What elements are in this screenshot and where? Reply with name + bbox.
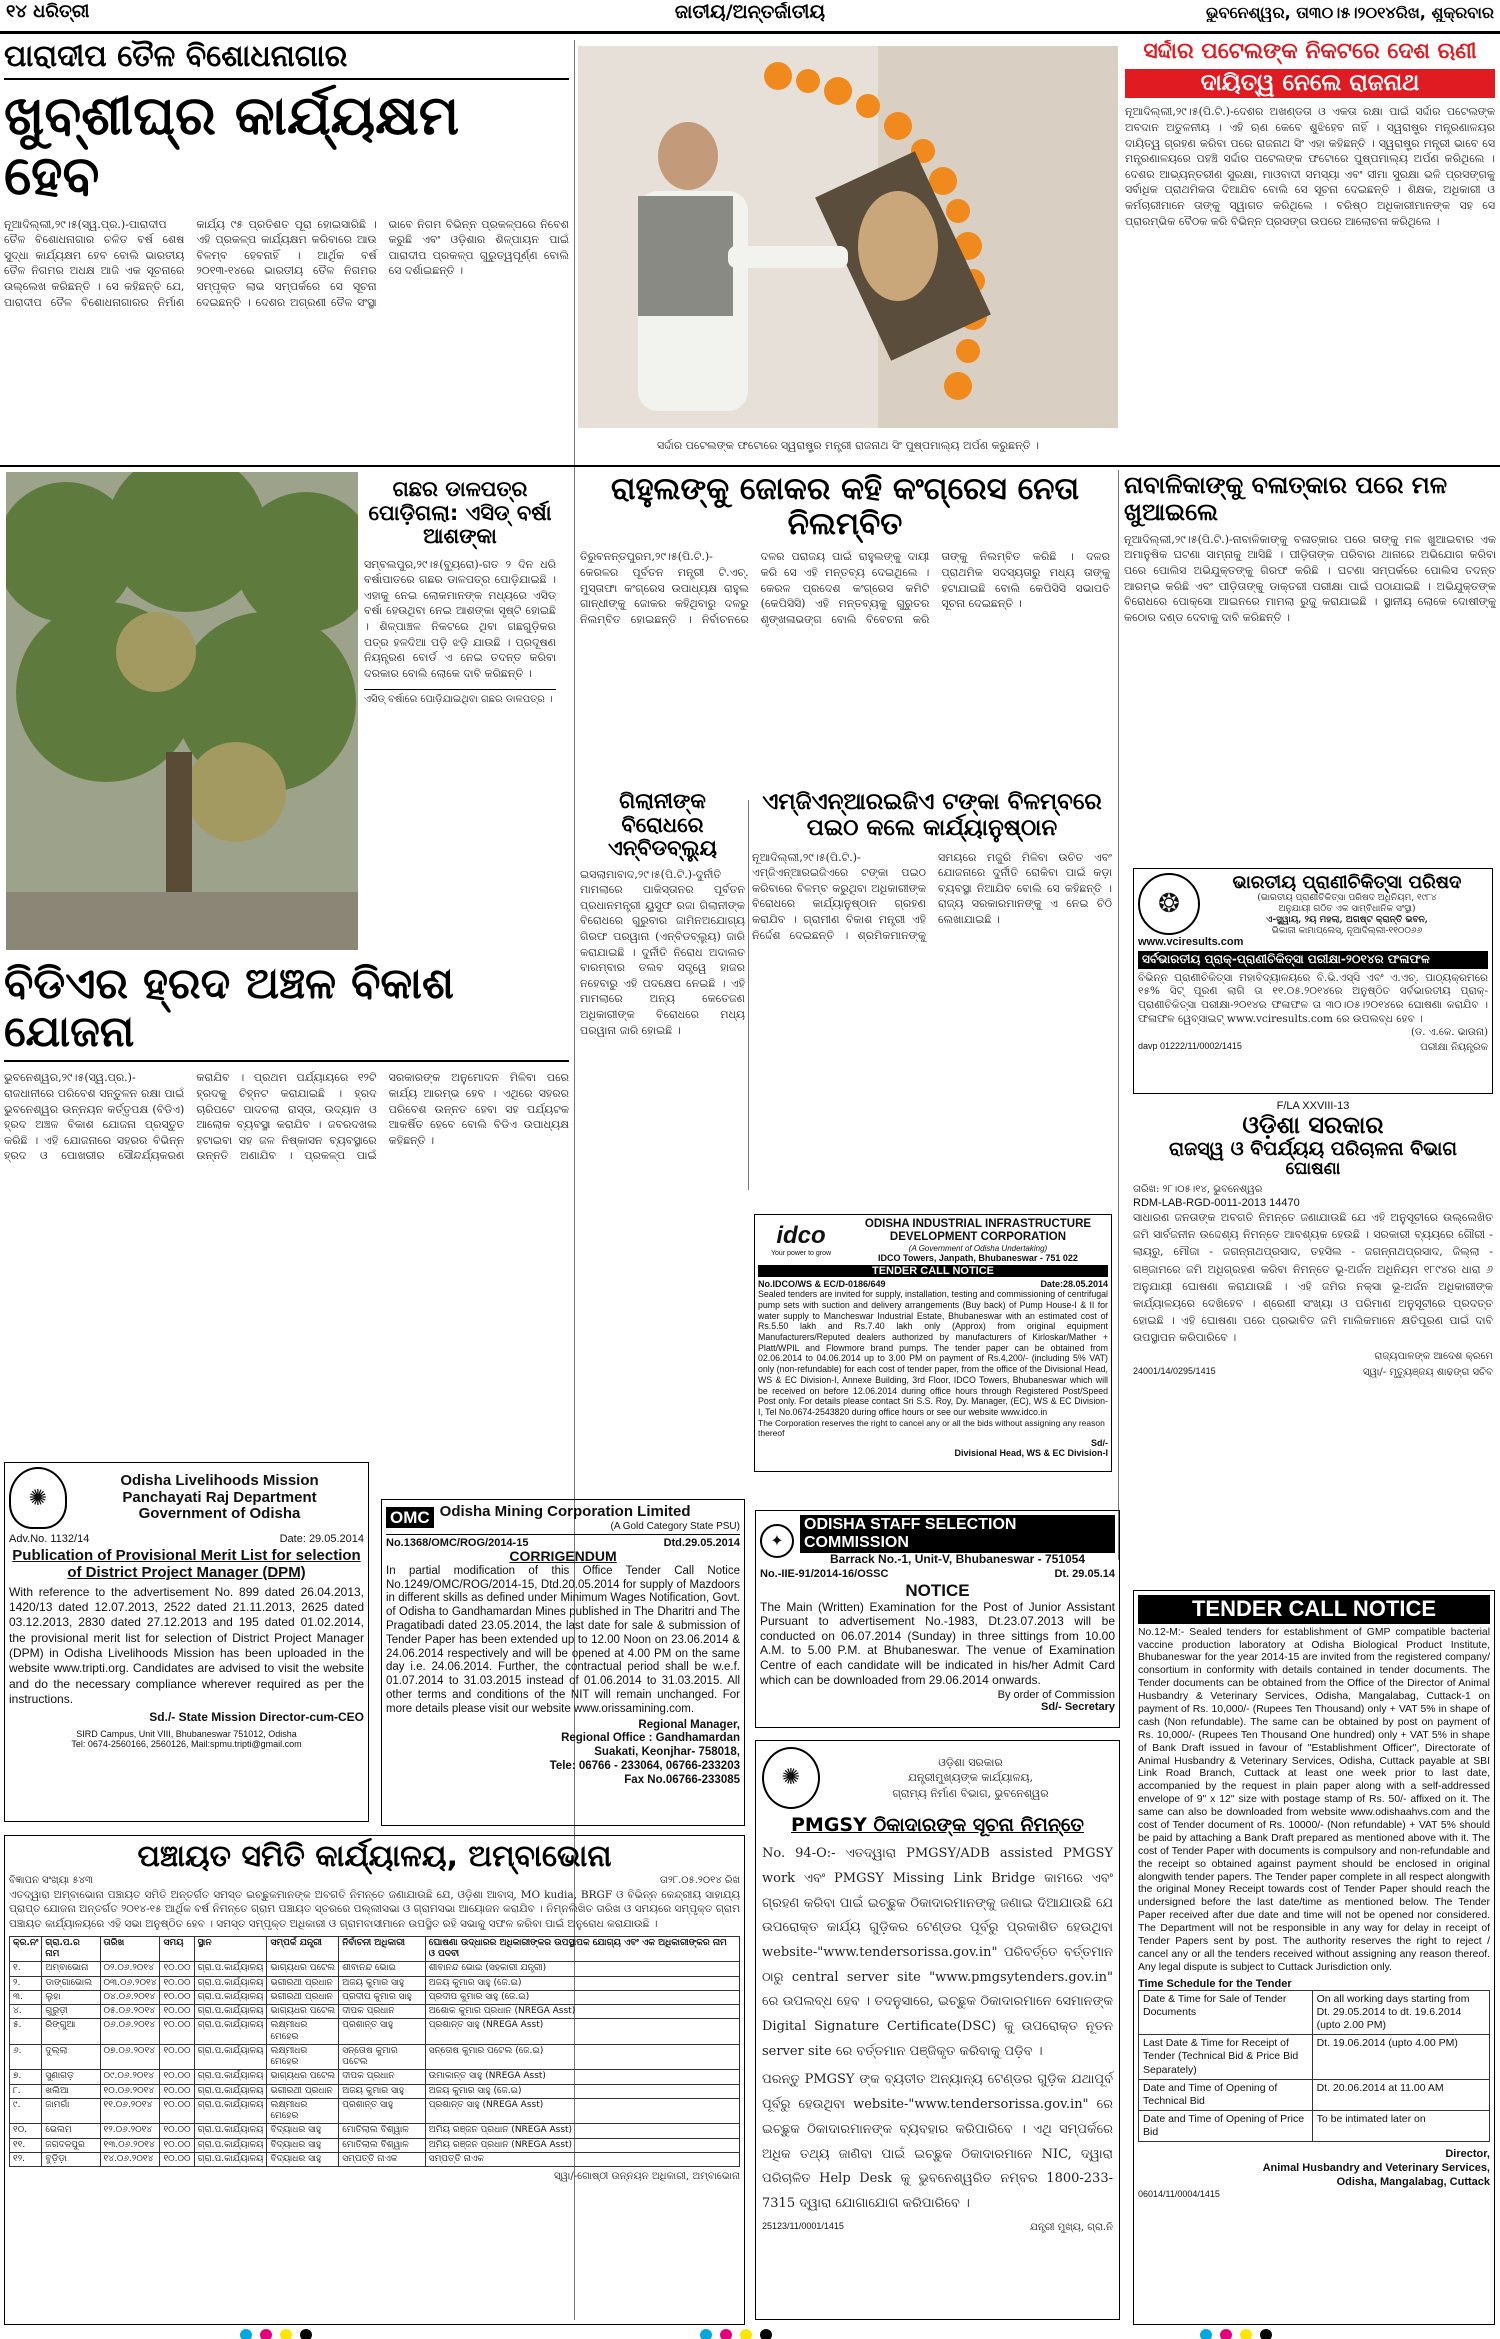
ad-title: ପଞ୍ଚାୟତ ସମିତି କାର୍ଯ୍ୟାଳୟ, ଅମ୍ବାଭୋନା bbox=[137, 1839, 612, 1874]
photo-caption: ସର୍ଦ୍ଦାର ପଟେଲଙ୍କ ଫଟୋରେ ସ୍ୱରାଷ୍ଟ୍ର ମନ୍ତ୍ରୀ ରାଜନାଥ ସିଂ ପୁଷ୍ପମାଲ୍ୟ ଅର୍ପଣ କରୁଛନ୍ତି । bbox=[657, 439, 1039, 452]
story-body: ଭୁବନେଶ୍ୱର,୨୯।୫(ସ୍ୱ.ପ୍ର.)-ରାଜଧାନୀରେ ପରିବେଶ ସନ୍ତୁଳନ ରକ୍ଷା ପାଇଁ ଭୁବନେଶ୍ୱର ଉନ୍ନୟନ କର୍ତ୍ତୃପକ୍ଷ (ବିଡିଏ) ହ୍ରଦ ଅଞ୍ଚଳ ବିକାଶ ଯୋଜନା ପ୍ରସ୍ତୁତ କରିଛି । ଏହି ଯୋଜନାରେ ସହରର ବିଭିନ୍ନ ହ୍ରଦ ଓ ପୋଖରୀର ସୌନ୍ଦର୍ଯ୍ୟକରଣ କରାଯିବ । ପ୍ରଥମ ପର୍ଯ୍ୟାୟରେ ୧୨ଟି ହ୍ରଦକୁ ଚିହ୍ନଟ କରାଯାଇଛି । ହ୍ରଦ ଚାରିପଟେ ପାଦଚଲା ରାସ୍ତା, ଉଦ୍ୟାନ ଓ ଆଲୋକ ବ୍ୟବସ୍ଥା କରାଯିବ । ଜବରଦଖଲ ହଟାଇବା ସହ ଜଳ ନିଷ୍କାସନ ବ୍ୟବସ୍ଥାରେ ଉନ୍ନତି ଅଣାଯିବ । ପ୍ରକଳ୍ପ ପାଇଁ ସରକାରଙ୍କ ଅନୁମୋଦନ ମିଳିବା ପରେ କାର୍ଯ୍ୟ ଆରମ୍ଭ ହେବ । ଏଥିରେ ସହରର ପରିବେଶ ଉନ୍ନତ ହେବା ସହ ପର୍ଯ୍ୟଟକ ଆକର୍ଷିତ ହେବେ ବୋଲି ବିଡିଏ ଉପାଧ୍ୟକ୍ଷ କହିଛନ୍ତି । bbox=[4, 1071, 569, 1163]
table-row bbox=[10, 2152, 740, 2166]
table-cell: ବିଦ୍ୟାଧର ସାହୁ bbox=[267, 2138, 339, 2152]
ad-sign: (ଡ. ଏ.କେ. ଭାଉନା) bbox=[1410, 1027, 1488, 1039]
table-cell: ୧୪.୦୬.୨୦୧୪ bbox=[100, 2152, 160, 2166]
story-body: ଇସଲାମାବାଦ,୨୯।୫(ପି.ଟି.)-ଦୁର୍ନୀତି ମାମଲାରେ ପାକିସ୍ତାନର ପୂର୍ବତନ ପ୍ରଧାନମନ୍ତ୍ରୀ ୟୁସୁଫ ରଜା ଗିଲାନୀଙ୍କ ବିରୋଧରେ ଗୁରୁବାର ଜାମିନଅଯୋଗ୍ୟ ଗିରଫ ପରୱାନା (ଏନ୍‌ବିଡବ୍ଲ୍ୟୁ) ଜାରି କରାଯାଇଛି । ଦୁର୍ନୀତି ନିରୋଧ ଅଦାଲତ ବାରମ୍ବାର ତଲବ ସତ୍ତ୍ୱେ ହାଜର ନହେବାରୁ ଏହି ପଦକ୍ଷେପ ନେଇଛି । ଏହି ମାମଲାରେ ଅନ୍ୟ କେତେଜଣ ଅଧିକାରୀଙ୍କ ବିରୋଧରେ ମଧ୍ୟ ପରୱାନା ଜାରି ହୋଇଛି । bbox=[580, 867, 745, 1037]
ad-ref: No.-IIE-91/2014-16/OSSC bbox=[760, 1568, 889, 1581]
ad-bar: ସର୍ବଭାରତୀୟ ପ୍ରାକ୍-ପ୍ରାଣୀଚିକିତ୍ସା ପରୀକ୍ଷା-୨୦୧୪ର ଫଳାଫଳ bbox=[1138, 951, 1488, 968]
photo-rajnath bbox=[578, 46, 1118, 428]
ad-sign2: ସ୍ୱା/- ମୃତ୍ୟୁଞ୍ଜୟ ଶାଢଙ୍ଗ ସଚିବ bbox=[1363, 1366, 1493, 1378]
cyan-dot bbox=[700, 2329, 712, 2339]
story-body: ସମ୍ବଲପୁର,୨୯।୫(ବ୍ୟୁରୋ)-ଗତ ୨ ଦିନ ଧରି ବର୍ଷାପାତରେ ଗଛର ଡାଳପତ୍ର ପୋଡ଼ିଯାଇଛି । ଏହାକୁ ନେଇ ଲୋକମାନଙ୍କ ମଧ୍ୟରେ ଏସିଡ୍ ବର୍ଷା ହେଉଥିବା ନେଇ ଆଶଙ୍କା ସୃଷ୍ଟି ହୋଇଛି । ଶିଳ୍ପାଞ୍ଚଳ ନିକଟରେ ଥିବା ଗଛଗୁଡ଼ିକର ପତ୍ର ହଳଦିଆ ପଡ଼ି ଝଡ଼ି ଯାଉଛି । ପ୍ରଦୂଷଣ ନିୟନ୍ତ୍ରଣ ବୋର୍ଡ ଏ ନେଇ ତଦନ୍ତ କରିବା ଦରକାର ବୋଲି ଲୋକେ ଦାବି କରିଛନ୍ତି । bbox=[364, 557, 556, 680]
ad-line2: Panchayati Raj Department bbox=[122, 1488, 317, 1506]
cyan-dot bbox=[1200, 2329, 1212, 2339]
table-cell: ୦୪.୦୬.୨୦୧୪ bbox=[100, 1990, 160, 2004]
table-cell: ଲକ୍ଷ୍ମୀଧର ମେହେର bbox=[267, 2019, 339, 2045]
ad-title: CORRIGENDUM bbox=[509, 1548, 617, 1565]
ad-title2: ରାଜସ୍ୱ ଓ ବିପର୍ଯ୍ୟୟ ପରିଚାଳନା ବିଭାଗ bbox=[1169, 1137, 1457, 1160]
table-cell: ଶୀବାନନ୍ଦ ଭୋଇ (ସହକାରୀ ଯନ୍ତ୍ରୀ) bbox=[425, 1962, 739, 1976]
table-cell: ଉମାକାନ୍ତ ସାହୁ (NREGA Asst) bbox=[425, 2070, 739, 2084]
table-cell: ଅଶୋକ କୁମାର ପ୍ରଧାନ (NREGA Asst) bbox=[425, 2005, 739, 2019]
table-cell: ପ୍ରଦୀପ କୁମାର ସାହୁ bbox=[339, 1990, 425, 2004]
table-cell: ପ୍ରଦୀପ କୁମାର ସାହୁ (ଜେ.ଇ) bbox=[425, 1990, 739, 2004]
story-headline: ଏମ୍‌ଜିଏନ୍‌ଆରଇଜିଏ ଟଙ୍କା ବିଳମ୍ବରେ ପଇଠ କଲେ କାର୍ଯ୍ୟାନୁଷ୍ଠାନ bbox=[762, 790, 1102, 841]
table-cell: ଗୁରୁଡ଼ୀ bbox=[42, 2005, 100, 2019]
ad-sign3: Odisha, Mangalabag, Cuttack bbox=[1336, 2175, 1490, 2188]
ad-ref: No.1368/OMC/ROG/2014-15 bbox=[386, 1536, 529, 1549]
ad-body: With reference to the advertisement No. 899 dated 26.04.2013, 1420/13 dated 12.07.2013, 2522 dated 21.11.2013, 2625 dated 03.12.2013, 2830 dated 27.12.2013 and 195 dated 01.02.2014, the provisional merit list for selection of District Project Manager (DPM) in Odisha Livelihoods Mission has been uploaded in the website www.tripti.org. Candidates are advised to visit the website and do the necessary compliance wherever required as per the instructions. bbox=[9, 1584, 364, 1707]
registration-strip bbox=[0, 2326, 1500, 2339]
table-cell: ଭାଗ୍ୟଧର ପଟେଲ bbox=[267, 2005, 339, 2019]
story-rajnath bbox=[1125, 40, 1495, 460]
story-headline: ଗଛର ଡାଳପତ୍ର ପୋଡ଼ିଗଲା: ଏସିଡ୍ ବର୍ଷା ଆଶଙ୍କା bbox=[368, 478, 552, 549]
table-cell: ୧୦.୦୦ bbox=[160, 2005, 194, 2019]
table-cell: ଲକ୍ଷ୍ମୀଧର ମେହେର bbox=[267, 2098, 339, 2124]
table-cell: ବିଦ୍ୟାଧର ସାହୁ bbox=[267, 2124, 339, 2138]
table-cell: ଅଜୟ କୁମାର ସାହୁ (ଜେ.ଇ) bbox=[425, 2084, 739, 2098]
divider bbox=[1118, 470, 1119, 1560]
photo-tree bbox=[6, 472, 358, 950]
table-cell: ଗ୍ରା.ପ.କାର୍ଯ୍ୟାଳୟ bbox=[194, 2124, 267, 2138]
table-cell: ୧୦.୦୦ bbox=[160, 2070, 194, 2084]
story-paradip bbox=[4, 40, 569, 460]
table-cell: ୭. bbox=[10, 2070, 42, 2084]
emblem-icon: ✦ bbox=[760, 1524, 794, 1558]
ad-revenue bbox=[1133, 1100, 1493, 1560]
table-header: ନିର୍ବାଚନୀ ଅଧିକାରୀ bbox=[339, 1936, 425, 1962]
masthead bbox=[0, 0, 1500, 30]
table-cell: Date & Time for Sale of Tender Documents bbox=[1139, 1990, 1313, 2034]
ad-body: The Main (Written) Examination for the Post of Junior Assistant Pursuant to advertisement No.-1983, Dt.23.07.2013 will be conducted on 06.07.2014 (Sunday) in three sittings from 10.00 A.M. to 5.00 P.M. at Bhubaneswar. The venue of Examination Centre of each candidate will be indicated in his/her Admit Card which can be downloaded from 29.06.2014 onwards. bbox=[760, 1599, 1115, 1687]
ad-name: Odisha Mining Corporation Limited bbox=[439, 1503, 691, 1520]
story-gilani bbox=[580, 790, 745, 1170]
table-header: କ୍ର.ନଂ bbox=[10, 1936, 42, 1962]
ad-sign2: Regional Office : Gandhamardan bbox=[561, 1732, 740, 1745]
ad-ref: 25123/11/0001/1415 bbox=[762, 2220, 844, 2231]
ad-olm bbox=[4, 1462, 369, 1822]
story-headline: ସର୍ଦ୍ଦାର ପଟେଲଙ୍କ ନିକଟରେ ଦେଶ ଋଣୀ bbox=[1143, 40, 1477, 64]
ad-panchayat bbox=[4, 1835, 745, 2325]
table-cell: ୦୬.୦୬.୨୦୧୪ bbox=[100, 2019, 160, 2045]
schedule-title: Time Schedule for the Tender bbox=[1138, 1977, 1292, 1990]
table-cell: ଭଗୀରଥୀ ପ୍ରଧାନ bbox=[267, 1990, 339, 2004]
table-cell: ପ୍ରଶାନ୍ତ ସାହୁ (NREGA Asst) bbox=[425, 2019, 739, 2045]
table-header: ସ୍ଥାନ bbox=[194, 1936, 267, 1962]
ad-tcn: TENDER CALL NOTICE bbox=[758, 1265, 1108, 1277]
table-cell: ୧୨. bbox=[10, 2152, 42, 2166]
yellow-dot bbox=[740, 2329, 752, 2339]
section-title: ଜାତୀୟ/ଅନ୍ତର୍ଜାତୀୟ bbox=[674, 2, 826, 23]
ad-date: Dt. 29.05.14 bbox=[1054, 1568, 1115, 1581]
ad-omc bbox=[381, 1499, 745, 1826]
emblem-icon: ✺ bbox=[9, 1467, 67, 1529]
table-cell: ୧୧. bbox=[10, 2138, 42, 2152]
table-cell: ୨. bbox=[10, 1976, 42, 1990]
ad-sign3: Suakati, Keonjhar- 758018, bbox=[594, 1746, 740, 1759]
table-cell: ଗ୍ରା.ପ.କାର୍ଯ୍ୟାଳୟ bbox=[194, 2070, 267, 2084]
ad-date: ତାରିଖ: ୨୮।୦୫।୧୪, ଭୁବନେଶ୍ୱର bbox=[1133, 1184, 1263, 1196]
ad-ref2: 24001/14/0295/1415 bbox=[1133, 1365, 1216, 1376]
table-cell: ଗ୍ରା.ପ.କାର୍ଯ୍ୟାଳୟ bbox=[194, 2019, 267, 2045]
table-cell: ୧୦.୦୦ bbox=[160, 2138, 194, 2152]
table-cell: ୫. bbox=[10, 2019, 42, 2045]
ad-addr: IDCO Towers, Janpath, Bhubaneswar - 751 022 bbox=[878, 1252, 1078, 1263]
ad-line1: Odisha Livelihoods Mission bbox=[120, 1471, 319, 1489]
story-kicker: ପାରାଦୀପ ତୈଳ ବିଶୋଧନାଗାର bbox=[4, 40, 569, 80]
table-cell: ଭେଲମ bbox=[42, 2124, 100, 2138]
ad-para2: ପରନ୍ତୁ PMGSY ଙ୍କ ବ୍ୟତୀତ ଅନ୍ୟାନ୍ୟ ଟେଣ୍ଡର ଗୁଡ଼ିକ ଯଥାପୂର୍ବ ପୂର୍ବରୁ ହେଉଥିବା website-"www.tendersorissa.gov.in" ରେ ଇଚ୍ଛୁକ ଠିକାଦାରମାନଙ୍କ ବ୍ୟବହାର କରିପାରିବେ । ଏଥି ସମ୍ପର୍କରେ ଅଧିକ ତଥ୍ୟ ଜାଣିବା ପାଇଁ ଇଚ୍ଛୁକ ଠିକାଦାରମାନେ NIC, ଦ୍ୱାରା ପରିଚାଳିତ Help Desk କୁ ଭୁବନେଶ୍ୱରିତ ନମ୍ବର 1800-233-7315 ଦ୍ୱାରା ଯୋଗାଯୋଗ କରିପାରିବେ । bbox=[762, 2072, 1113, 2211]
table-cell: ୦୯.୦୬.୨୦୧୪ bbox=[100, 2070, 160, 2084]
photo-caption: ଏସିଡ୍ ବର୍ଷାରେ ପୋଡ଼ିଯାଇଥିବା ଗଛର ଡାଳପତ୍ର । bbox=[364, 689, 556, 707]
table-row bbox=[10, 2019, 740, 2045]
table-cell: ଗ୍ରା.ପ.କାର୍ଯ୍ୟାଳୟ bbox=[194, 2044, 267, 2070]
table-row bbox=[10, 1990, 740, 2004]
ad-para1: No. 94-O:- ଏତଦ୍ୱାରା PMGSY/ADB assisted PMGSY work ଏବଂ PMGSY Missing Link Bridge କାମରେ ଏବଂ ଗ୍ରହଣ କରିବା ପାଇଁ ଇଚ୍ଛୁକ ଠିକାଦାରମାନଙ୍କୁ ଜଣାଇ ଦିଆଯାଉଛି ଯେ ଉପରୋକ୍ତ କାର୍ଯ୍ୟ ଗୁଡ଼ିକର ଟେଣ୍ଡର ପୂର୍ବରୁ ପ୍ରକାଶିତ ହେଉଥିବା website-"www.tendersorissa.gov.in" ପରିବର୍ତ୍ତେ ବର୍ତ୍ତମାନ ଠାରୁ central server site "www.pmgsytenders.gov.in" ରେ ଉପଲବ୍ଧ ହେବ । ତଦନୁସାରେ, ଇଚ୍ଛୁକ ଠିକାଦାରମାନେ ସେମାନଙ୍କ Digital Signature Certificate(DSC) କୁ ଉପରୋକ୍ତ ନୂତନ server site ରେ ବର୍ତ୍ତମାନ ପଞ୍ଜିକୃତ କରିବାକୁ ପଡ଼ିବ । bbox=[762, 1846, 1113, 2059]
table-cell: ୩. bbox=[10, 1990, 42, 2004]
ad-date: Date:28.05.2014 bbox=[1040, 1279, 1108, 1290]
omc-logo: OMC bbox=[386, 1507, 434, 1528]
magenta-dot bbox=[1220, 2329, 1232, 2339]
cyan-dot bbox=[240, 2329, 252, 2339]
ad-title: TENDER CALL NOTICE bbox=[1138, 1595, 1490, 1624]
table-cell: ୧୧.୦୬.୨୦୧୪ bbox=[100, 2098, 160, 2124]
table-cell: ଦୀପକ ପ୍ରଧାନ bbox=[339, 2070, 425, 2084]
ad-title3: ଘୋଷଣା bbox=[1285, 1159, 1341, 1180]
ad-desig: ପରୀକ୍ଷା ନିୟନ୍ତ୍ରକ bbox=[1420, 1041, 1488, 1053]
schedule-table bbox=[1138, 1990, 1490, 2142]
story-mgnrega bbox=[752, 790, 1112, 1210]
table-header: ଗ୍ରା.ପ.ର ନାମ bbox=[42, 1936, 100, 1962]
ad-title: ଭାରତୀୟ ପ୍ରାଣୀଚିକିତ୍ସା ପରିଷଦ bbox=[1232, 872, 1462, 893]
story-tree bbox=[364, 478, 556, 950]
table-row bbox=[10, 2098, 740, 2124]
table-cell: ୧୦.୦୦ bbox=[160, 2019, 194, 2045]
story-rahul bbox=[580, 472, 1110, 782]
table-cell: ଦୁଲ୍ଲା bbox=[42, 2044, 100, 2070]
schedule-table bbox=[9, 1936, 740, 2167]
table-cell: ଅଜୟ କୁମାର ସାହୁ bbox=[339, 1976, 425, 1990]
story-bda bbox=[4, 960, 569, 1460]
table-cell: ୧୦.୦୦ bbox=[160, 2124, 194, 2138]
table-cell: ଖଲିଆ bbox=[42, 2084, 100, 2098]
table-row bbox=[10, 2070, 740, 2084]
ad-number: Adv.No. 1132/14 bbox=[9, 1533, 90, 1545]
table-header: ତାରିଖ bbox=[100, 1936, 160, 1962]
table-row bbox=[10, 2005, 740, 2019]
table-cell: ଗ୍ରା.ପ.କାର୍ଯ୍ୟାଳୟ bbox=[194, 2098, 267, 2124]
table-row bbox=[1139, 2110, 1490, 2141]
black-dot bbox=[1260, 2329, 1272, 2339]
table-cell: ଗ୍ରା.ପ.କାର୍ଯ୍ୟାଳୟ bbox=[194, 2005, 267, 2019]
table-cell: ଗ୍ରା.ପ.କାର୍ଯ୍ୟାଳୟ bbox=[194, 2084, 267, 2098]
ad-sign: Sd./- State Mission Director-cum-CEO bbox=[149, 1710, 364, 1725]
ad-h2: ଯନ୍ତ୍ରୀମୁଖ୍ୟଙ୍କ କାର୍ଯ୍ୟାଳୟ, bbox=[907, 1771, 1034, 1785]
ad-vet-council bbox=[1133, 868, 1493, 1094]
story-body: ନୂଆଦିଲ୍ଲୀ,୨୯।୫(ପି.ଟି.)-ଏମ୍‌ଜିଏନ୍‌ଆରଇଜିଏରେ ଟଙ୍କା ପଇଠ କରିବାରେ ବିଳମ୍ବ କରୁଥିବା ଅଧିକାରୀଙ୍କ ବିରୋଧରେ କାର୍ଯ୍ୟାନୁଷ୍ଠାନ ଗ୍ରହଣ କରାଯିବ । ଗ୍ରାମୀଣ ବିକାଶ ମନ୍ତ୍ରୀ ଏହି ନିର୍ଦ୍ଦେଶ ଦେଇଛନ୍ତି । ଶ୍ରମିକମାନଙ୍କୁ ସମୟରେ ମଜୁରି ମିଳିବା ଉଚିତ ଏବଂ ଯୋଜନାରେ ଦୁର୍ନୀତି ରୋକିବା ପାଇଁ କଡ଼ା ବ୍ୟବସ୍ଥା ନିଆଯିବ ବୋଲି ସେ କହିଛନ୍ତି । ରାଜ୍ୟ ସରକାରମାନଙ୍କୁ ଏ ନେଇ ଚିଠି ଲେଖାଯାଇଛି । bbox=[752, 850, 1112, 942]
ad-sub: (A Gold Category State PSU) bbox=[610, 1520, 740, 1532]
story-body: ତିରୁବନନ୍ତପୁରମ,୨୯।୫(ପି.ଟି.)-କେରଳର ପୂର୍ବତନ ମନ୍ତ୍ରୀ ଟି.ଏଚ୍. ମୁସ୍ତାଫା କଂଗ୍ରେସ ଉପାଧ୍ୟକ୍ଷ ରାହୁଲ ଗାନ୍ଧୀଙ୍କୁ ଜୋକର କହିଥିବାରୁ ଦଳରୁ ନିଲମ୍ବିତ ହୋଇଛନ୍ତି । ନିର୍ବାଚନରେ ଦଳର ପରାଜୟ ପାଇଁ ରାହୁଲଙ୍କୁ ଦାୟୀ କରି ସେ ଏହି ମନ୍ତବ୍ୟ ଦେଇଥିଲେ । କେରଳ ପ୍ରଦେଶ କଂଗ୍ରେସ କମିଟି (କେପିସିସି) ଏହି ମନ୍ତବ୍ୟକୁ ଗୁରୁତର ଶୃଙ୍ଖଳାଭଙ୍ଗ ବୋଲି ବିବେଚନା କରି ତାଙ୍କୁ ନିଲମ୍ବିତ କରିଛି । ଦଳର ପ୍ରାଥମିକ ସଦସ୍ୟତାରୁ ମଧ୍ୟ ତାଙ୍କୁ ହଟାଯାଇଛି ବୋଲି କେପିସିସି ସଭାପତି ସୂଚନା ଦେଇଛନ୍ତି । bbox=[580, 550, 1110, 626]
table-cell: ଶୀବାନନ୍ଦ ଭୋଇ bbox=[339, 1962, 425, 1976]
table-row bbox=[1139, 2079, 1490, 2110]
ad-sign5: Fax No.06766-233085 bbox=[624, 1773, 740, 1786]
table-cell: ୧୦.୦୬.୨୦୧୪ bbox=[100, 2084, 160, 2098]
table-row bbox=[1139, 1990, 1490, 2034]
ad-body: ବିଭିନ୍ନ ପ୍ରାଣୀଚିକିତ୍ସା ମହାବିଦ୍ୟାଳୟରେ ବି.ଭି.ଏସ୍‌ସି ଏବଂ ଏ.ଏଚ୍. ପାଠ୍ୟକ୍ରମରେ ୧୫% ସିଟ୍ ପୂରଣ ଲାଗି ତା ୧୧.୦୫.୨୦୧୪ରେ ଅନୁଷ୍ଠିତ ସର୍ବଭାରତୀୟ ପ୍ରାକ୍-ପ୍ରାଣୀଚିକିତ୍ସା ପରୀକ୍ଷା-୨୦୧୪ର ଫଳାଫଳ ତା ୩୦।୦୫।୨୦୧୪ରେ ଘୋଷଣା କରାଯିବ । ଫଳାଫଳ ୱେବ୍‌ସାଇଟ୍ www.vciresults.com ରେ ଉପଲବ୍ଧ ହେବ । bbox=[1138, 971, 1488, 1025]
table-cell: ୧୦.୦୦ bbox=[160, 1962, 194, 1976]
table-cell: ଅମିୟ ରଞ୍ଜନ ପ୍ରଧାନ (NREGA Asst) bbox=[425, 2138, 739, 2152]
ad-sign: Divisional Head, WS & EC Division-I bbox=[954, 1448, 1108, 1459]
ad-addr: Barrack No.-1, Unit-V, Bhubaneswar - 751054 bbox=[830, 1551, 1085, 1566]
ad-title: PMGSY ଠିକାଦାରଙ୍କ ସୂଚନା ନିମନ୍ତେ bbox=[791, 1814, 1084, 1836]
ad-title: Publication of Provisional Merit List for selection of District Project Manager (DPM) bbox=[12, 1547, 361, 1581]
emblem-icon: ✺ bbox=[762, 1747, 820, 1809]
table-header: ସମ୍ପର୍କ ଯନ୍ତ୍ରୀ bbox=[267, 1936, 339, 1962]
table-cell: ୦୭.୦୬.୨୦୧୪ bbox=[100, 2044, 160, 2070]
table-cell: ଗ୍ରା.ପ.କାର୍ଯ୍ୟାଳୟ bbox=[194, 2138, 267, 2152]
table-cell: ଗ୍ରା.ପ.କାର୍ଯ୍ୟାଳୟ bbox=[194, 1962, 267, 1976]
ad-ossc bbox=[755, 1510, 1120, 1728]
masthead-rule bbox=[0, 31, 1500, 34]
ad-ref: 06014/11/0004/1415 bbox=[1138, 2189, 1220, 2200]
story-body: ନୂଆଦିଲ୍ଲୀ,୨୯।୫(ପି.ଟି.)-ନାବାଳିକାଙ୍କୁ ବଳାତ୍କାର ପରେ ତାଙ୍କୁ ମଳ ଖୁଆଇବାର ଏକ ଅମାନୁଷିକ ଘଟଣା ସାମ୍ନାକୁ ଆସିଛି । ପୀଡ଼ିତାଙ୍କ ପରିବାର ଥାନାରେ ଅଭିଯୋଗ କରିବା ପରେ ପୋଲିସ ଅଭିଯୁକ୍ତଙ୍କୁ ଗିରଫ କରିଛି । ଘଟଣା ସମ୍ପର୍କରେ ପୋଲିସ ତଦନ୍ତ ଆରମ୍ଭ କରିଛି ଏବଂ ପୀଡ଼ିତାଙ୍କୁ ଡାକ୍ତରୀ ପରୀକ୍ଷା ପାଇଁ ପଠାଯାଇଛି । ଅଭିଯୁକ୍ତଙ୍କ ବିରୋଧରେ ପୋକ୍ସୋ ଆଇନରେ ମାମଲା ରୁଜୁ କରାଯାଇଛି । ସ୍ଥାନୀୟ ଲୋକେ ଦୋଷୀଙ୍କୁ କଠୋର ଦଣ୍ଡ ଦେବାକୁ ଦାବି କରିଛନ୍ତି । bbox=[1124, 532, 1496, 624]
table-cell: ବିଦ୍ୟାଧର ସାହୁ bbox=[267, 2152, 339, 2166]
yellow-dot bbox=[280, 2329, 292, 2339]
ad-address: SIRD Campus, Unit VIII, Bhubaneswar 751012, Odisha bbox=[76, 1728, 297, 1739]
story-headline: ଖୁବ୍‌ଶୀଘ୍ର କାର୍ଯ୍ୟକ୍ଷମ ହେବ bbox=[4, 83, 460, 208]
row-rule bbox=[0, 465, 1500, 467]
ad-notice: NOTICE bbox=[905, 1580, 970, 1600]
idco-logo: idco bbox=[776, 1222, 826, 1250]
ad-idco bbox=[754, 1214, 1112, 1472]
table-row bbox=[10, 2084, 740, 2098]
story-banner: ଦାୟିତ୍ୱ ନେଲେ ରାଜନାଥ bbox=[1125, 69, 1495, 99]
table-cell: ପ୍ରଶାନ୍ତ ସାହୁ bbox=[339, 2098, 425, 2124]
table-cell: ୦୩.୦୬.୨୦୧୪ bbox=[100, 1976, 160, 1990]
table-cell: Dt. 20.06.2014 at 11.00 AM bbox=[1312, 2079, 1489, 2110]
ad-date: Dtd.29.05.2014 bbox=[663, 1536, 740, 1549]
ad-sign2: Animal Husbandry and Veterinary Services, bbox=[1262, 2161, 1490, 2174]
black-dot bbox=[300, 2329, 312, 2339]
story-headline: ନାବାଳିକାଙ୍କୁ ବଳାତ୍କାର ପରେ ମଳ ଖୁଆଇଲେ bbox=[1124, 472, 1448, 526]
table-cell: To be intimated later on bbox=[1312, 2110, 1489, 2141]
ad-body: ସାଧାରଣ ଜନତାଙ୍କ ଅବଗତି ନିମନ୍ତେ ଜଣାଯାଉଛି ଯେ ଏହି ଅନୁସୂଚୀରେ ଉଲ୍ଲେଖିତ ଜମି ସାର୍ବଜନୀନ ଉଦ୍ଦେଶ୍ୟ ନିମନ୍ତେ ଆବଶ୍ୟକ ହେଉଛି । ସରକାରୀ ବ୍ୟୟରେ ଗୌରୀ - ଲାୟରୁ, ମୌଜା - ଜଗନ୍ନାଥପ୍ରସାଦ, ତହସିଲ - ଜଗନ୍ନାଥପ୍ରସାଦ, ଜିଲ୍ଲା - ଗଞ୍ଜାମରେ ଜମି ଅଧିଗ୍ରହଣ କରିବା ନିମନ୍ତେ ଭୂ-ଅର୍ଜନ ଅଧିନିୟମ ୧୮୯୪ର ଧାରା ୬ ଅନୁଯାୟୀ ଘୋଷଣା କରାଯାଉଛି । ଏହି ଜମିର ନକ୍ସା ଭୂ-ଅର୍ଜନ ଅଧିକାରୀଙ୍କ କାର୍ଯ୍ୟାଳୟରେ ଦେଖିହେବ । ଶ୍ରେଣୀ ସଂଖ୍ୟା ଓ ପରିମାଣ ଅନୁସୂଚୀରେ ପ୍ରଦତ୍ତ ହୋଇଛି । ଏହି ଘୋଷଣା ପରେ ପ୍ରଭାବିତ ଜମି ମାଲିକମାନେ କ୍ଷତିପୂରଣ ପାଇଁ ଦାବି ଉପସ୍ଥାପନ କରିପାରିବେ । bbox=[1133, 1211, 1493, 1344]
table-cell: ୦୨.୦୬.୨୦୧୪ bbox=[100, 1962, 160, 1976]
table-cell: ଭାଗ୍ୟଧର ପଟେଲ bbox=[267, 2070, 339, 2084]
ad-sd: Sd/- bbox=[1091, 1438, 1108, 1449]
ad-fla: F/LA XXVIII-13 bbox=[1276, 1100, 1350, 1112]
divider bbox=[748, 800, 749, 1190]
table-cell: ସୁଣାଗଡ଼ bbox=[42, 2070, 100, 2084]
table-row bbox=[10, 1976, 740, 1990]
ad-ref: ବିଜ୍ଞାପନ ସଂଖ୍ୟା ୫୪୩ bbox=[9, 1874, 93, 1886]
table-row bbox=[10, 2138, 740, 2152]
ad-note: The Corporation reserves the right to cancel any or all the bids without assigning any reason thereof bbox=[758, 1417, 1105, 1438]
table-cell: Date and Time of Opening of Technical Bid bbox=[1139, 2079, 1313, 2110]
ad-title3: (A Government of Odisha Undertaking) bbox=[908, 1243, 1048, 1253]
table-cell: ଜଗଦଳପୁର bbox=[42, 2138, 100, 2152]
table-cell: ଗ୍ରା.ପ.କାର୍ଯ୍ୟାଳୟ bbox=[194, 2152, 267, 2166]
table-cell: ଭଗୀରଥୀ ପ୍ରଧାନ bbox=[267, 1976, 339, 1990]
table-cell: ୧୦. bbox=[10, 2124, 42, 2138]
ad-pmgsy bbox=[755, 1740, 1120, 2320]
ad-sign4: Tele: 06766 - 233064, 06766-233203 bbox=[549, 1759, 740, 1772]
table-cell: ୧୦.୦୦ bbox=[160, 2044, 194, 2070]
magenta-dot bbox=[720, 2329, 732, 2339]
ad-h1: ଓଡ଼ିଶା ସରକାର bbox=[938, 1755, 1003, 1769]
table-cell: ଅମିୟ ରଞ୍ଜନ ପ୍ରଧାନ (NREGA Asst) bbox=[425, 2124, 739, 2138]
table-cell: ୯. bbox=[10, 2098, 42, 2124]
table-cell: ୬. bbox=[10, 2044, 42, 2070]
page-number: ୧୪ ଧରିତ୍ରୀ bbox=[6, 2, 90, 22]
table-cell: ଲକ୍ଷ୍ମୀଧର ମେହେର bbox=[267, 2044, 339, 2070]
ad-body: ଏତଦ୍ୱାରା ଅମ୍ବାଭୋନା ପଞ୍ଚାୟତ ସମିତି ଅନ୍ତର୍ଗତ ସମସ୍ତ ଇଚ୍ଛୁକମାନଙ୍କ ଅବଗତି ନିମନ୍ତେ ଜଣାଯାଉଛି ଯେ, ଓଡ଼ିଶା ଆବାସ୍, MO kudia, BRGF ଓ ବିଭିନ୍ନ କେନ୍ଦ୍ରୀୟ ସାହାଯ୍ୟ ପ୍ରାପ୍ତ ଯୋଜନା ଅନ୍ତର୍ଗତ ୨୦୧୪-୧୫ ଆର୍ଥିକ ବର୍ଷ ନିମନ୍ତେ ଗ୍ରାମ ପଞ୍ଚାୟତ ସ୍ତରରେ ପଲ୍ଲୀସଭା ଓ ଗ୍ରାମସଭା ଆୟୋଜନ କରାଯିବ । ନିମ୍ନଲିଖିତ ତାରିଖ ଓ ସମୟରେ ସମ୍ପୃକ୍ତ ଗ୍ରାମ ପଞ୍ଚାୟତ କାର୍ଯ୍ୟାଳୟରେ ଏହି ସଭା ଅନୁଷ୍ଠିତ ହେବ । ସମସ୍ତ ସମ୍ପୃକ୍ତ ଅଧିକାରୀ ଓ ଗ୍ରାମବାସୀମାନେ ଉପସ୍ଥିତ ରହି ସଭାକୁ ସଫଳ କରିବା ପାଇଁ ଅନୁରୋଧ କରାଯାଉଛି । bbox=[9, 1888, 740, 1931]
table-cell: ୧୨.୦୬.୨୦୧୪ bbox=[100, 2124, 160, 2138]
ad-date: Date: 29.05.2014 bbox=[279, 1533, 364, 1545]
table-cell: ଗ୍ରା.ପ.କାର୍ଯ୍ୟାଳୟ bbox=[194, 1976, 267, 1990]
story-headline: ବିଡିଏର ହ୍ରଦ ଅଞ୍ଚଳ ବିକାଶ ଯୋଜନା bbox=[4, 960, 569, 1062]
table-cell: ୧୦.୦୦ bbox=[160, 1976, 194, 1990]
table-cell: ୧୦.୦୦ bbox=[160, 1990, 194, 2004]
table-cell: ରିଙ୍ଗୁଆ bbox=[42, 2019, 100, 2045]
table-cell: ଗ୍ରା.ପ.କାର୍ଯ୍ୟାଳୟ bbox=[194, 1990, 267, 2004]
table-cell: Dt. 19.06.2014 (upto 4.00 PM) bbox=[1312, 2035, 1489, 2079]
table-cell: ୦୫.୦୬.୨୦୧୪ bbox=[100, 2005, 160, 2019]
table-cell: ସମ୍ପତ୍ତି ନାଏକ bbox=[425, 2152, 739, 2166]
table-row bbox=[10, 1962, 740, 1976]
story-rape bbox=[1124, 472, 1496, 862]
ad-ref: RDM-LAB-RGD-0011-2013 14470 bbox=[1133, 1197, 1300, 1210]
table-cell: ୮. bbox=[10, 2084, 42, 2098]
ad-sign: ସ୍ୱା/-ଗୋଷ୍ଠୀ ଉନ୍ନୟନ ଅଧିକାରୀ, ଅମ୍ବାଭୋନା bbox=[553, 2171, 740, 2183]
table-cell: ସନ୍ତୋଷ କୁମାର ପଟେଲ bbox=[339, 2044, 425, 2070]
ad-addr1: ଏ-ସ୍କ୍ୱାୟ, ୨ୟ ମହଲା, ଅଗଷ୍ଟ କ୍ରାନ୍ତି ଭବନ, bbox=[1266, 914, 1428, 925]
story-headline: ଗିଲାନୀଙ୍କ ବିରୋଧରେ ଏନ୍‌ବିଡବ୍ଲ୍ୟୁ bbox=[607, 790, 718, 861]
table-row bbox=[1139, 2035, 1490, 2079]
story-rajnath-photo bbox=[578, 46, 1118, 456]
ad-body: No.12-M:- Sealed tenders for establishment of GMP compatible bacterial vaccine production laboratory at Odisha Biological Product Institute, Bhubaneswar for the year 2014-15 are invited from the registered company/ consortium in conformity with details contained in tender documents. The Tender documents can be obtained from the Office of the Director of Animal Husbandry & Veterinary Services, Odisha, Mangalabag, Cuttack-1 on payment of Rs. 10,000/- (Rupees Ten Thousand) only + VAT 5% in shape of cash (Non refundable). The same can be obtained by post on payment of Rs. 10,000/- (Rupees Ten Thousand One hundred) only + VAT 5% in shape of Bank Draft issued in favour of "Establishment Officer", Directorate of Animal Husbandry & Veterinary Services, Odisha, Cuttack payable at SBI Link Road Branch, Cuttack at least one week prior to last date, accompanied by the request in plain paper along with a self-addressed envelope of 9" x 12" size with postage stamp of Rs. 50/- affixed on it. The same can also be downloaded from website www.odishaahvs.com and the cost of Tender document of Rs. 10000/- (Non refundable) + VAT 5% should be paid by attaching a Bank Draft prepared as mentioned above with it. The cost of Tender Paper with documents is compulsory and non-refundable and the receipt so obtained against payment should be enclosed in original alongwith tender papers. The Tender paper complete in all respect alongwith the original Money Receipt towards cost of Tender Paper should reach the undersigned before the last date/time as mentioned below. The Tender Paper received after due date and time will not be opened nor considered. The Department will not be responsible in any way for delay in receipt of Tender Papers sent by post. The authority reserves the right to reject / cancel any or all the tenders received without assigning any reason thereof. Any legal dispute is subject to Cuttack Jurisdiction only. bbox=[1138, 1626, 1490, 1973]
idco-logo-sub: Your power to grow bbox=[770, 1250, 832, 1258]
magenta-dot bbox=[260, 2329, 272, 2339]
ad-website: www.vciresults.com bbox=[1138, 936, 1244, 949]
table-header: ଘୋଷଣା ଉଦ୍ଧାରର ଅଧିକାରୀଙ୍କର ଉପସ୍ଥାପକ ଯୋଗ୍ୟ ଏବଂ ଏକ ଅଧିକାରୀଙ୍କର ନାମ ଓ ପଦବୀ bbox=[425, 1936, 739, 1962]
ad-sign: ଯନ୍ତ୍ରୀ ମୁଖ୍ୟ, ଗ୍ରା.ନି bbox=[1029, 2221, 1113, 2233]
table-cell: ଡାଙ୍ଗାଭୋଲ bbox=[42, 1976, 100, 1990]
ad-date: ତା୨୮.୦୫.୨୦୧୪ ରିଖ bbox=[659, 1874, 740, 1886]
ad-sign1: ରାଜ୍ୟପାଳଙ୍କ ଆଦେଶ କ୍ରମେ bbox=[1374, 1350, 1493, 1362]
table-cell: ୧୦.୦୦ bbox=[160, 2084, 194, 2098]
table-row bbox=[10, 2044, 740, 2070]
table-header: ସମୟ bbox=[160, 1936, 194, 1962]
table-cell: ଜାମଗାଁ bbox=[42, 2098, 100, 2124]
table-cell: ପ୍ରଶାନ୍ତ ସାହୁ (NREGA Asst) bbox=[425, 2098, 739, 2124]
table-cell: ବୁଡ଼ିଡ଼ା bbox=[42, 2152, 100, 2166]
ad-title: ODISHA STAFF SELECTION COMMISSION bbox=[800, 1515, 1115, 1553]
ad-davp: davp 01222/11/0002/1415 bbox=[1138, 1040, 1242, 1051]
table-cell: ଦୀପକ ପ୍ରଧାନ bbox=[339, 2005, 425, 2019]
ad-body: Sealed tenders are invited for supply, installation, testing and commissioning of centrifugal pump sets with suction and delivery arrangements (Buy back) of Pump House-I & II for water supply to Mancheswar Industrial Estate, Bhubaneswar with an estimated cost of Rs.5.50 lakh and Rs.7.40 lakh only (Approx) from original equipment Manufacturers/Reputed dealers authorized by manufacturers of Kirloskar/Mather + Platt/WPIL and Flowmore brand pumps. The tender paper can be obtained from 02.06.2014 to 04.06.2014 up to 3.00 PM on payment of Rs.4,200/- (including 5% VAT) only (non-refundable) for each cost of tender paper, from the office of the Divisional Head, WS & EC Division-I, Annexe Building, 3rd Floor, IDCO Towers, Bhubaneswar which will be received on before 12.06.2014 during office hours through Registered Post/Speed Post only. For details please contact Sri S.S. Roy, Dy. Manager, (EC), WS & EC Division-I, Tel No.0674-2543820 during office hours or see our website www.idco.in bbox=[758, 1289, 1108, 1417]
table-cell: ଅମ୍ବାଭୋନା bbox=[42, 1962, 100, 1976]
table-cell: ଅଜୟ କୁମାର ସାହୁ bbox=[339, 2084, 425, 2098]
table-cell: ପ୍ରଶାନ୍ତ ସାହୁ bbox=[339, 2019, 425, 2045]
table-cell: ୧. bbox=[10, 1962, 42, 1976]
table-cell: ଭଗୀରଥୀ ପ୍ରଧାନ bbox=[267, 2084, 339, 2098]
story-body: ନୂଆଦିଲ୍ଲୀ,୨୯।୫(ପି.ଟି.)-ଦେଶର ଅଖଣ୍ଡତା ଓ ଏକତା ରକ୍ଷା ପାଇଁ ସର୍ଦ୍ଦାର ପଟେଲଙ୍କ ଅବଦାନ ଅତୁଳନୀୟ । ଏହି ଋଣ କେବେ ଶୁଝିହେବ ନାହିଁ । ସ୍ୱରାଷ୍ଟ୍ର ମନ୍ତ୍ରଣାଳୟର ଦାୟିତ୍ୱ ଗ୍ରହଣ କରିବା ପରେ ରାଜନାଥ ସିଂ ଏହା କହିଛନ୍ତି । ସ୍ୱରାଷ୍ଟ୍ର ମନ୍ତ୍ରୀ ଭାବେ ସେ ମନ୍ତ୍ରଣାଳୟରେ ପହଞ୍ଚି ସର୍ଦ୍ଦାର ପଟେଲଙ୍କ ଫଟୋରେ ପୁଷ୍ପମାଲ୍ୟ ଅର୍ପଣ କରିଥିଲେ । ଦେଶର ଆଭ୍ୟନ୍ତରୀଣ ସୁରକ୍ଷା, ମାଓବାଦୀ ସମସ୍ୟା ଏବଂ ସୀମା ସୁରକ୍ଷା ଭଳି ପ୍ରସଙ୍ଗକୁ ସର୍ବାଧିକ ପ୍ରାଥମିକତା ଦିଆଯିବ ବୋଲି ସେ ସୂଚନା ଦେଇଛନ୍ତି । ଶିକ୍ଷକ, ଅଧିକାରୀ ଓ କର୍ମଚାରୀମାନେ ତାଙ୍କୁ ସ୍ୱାଗତ କରିଥିଲେ । ବରିଷ୍ଠ ଅଧିକାରୀମାନଙ୍କ ସହ ସେ ପ୍ରାରମ୍ଭିକ ବୈଠକ କରି ବିଭିନ୍ନ ପ୍ରସଙ୍ଗ ଉପରେ ଆଲୋଚନା କରିଥିଲେ । bbox=[1125, 105, 1495, 228]
black-dot bbox=[760, 2329, 772, 2339]
dateline: ଭୁବନେଶ୍ୱର, ତା୩୦।୫।୨୦୧୪ରିଖ, ଶୁକ୍ରବାର bbox=[1205, 4, 1494, 22]
table-cell: ସନ୍ତୋଷ କୁମାର ପଟେଲ (ଜେ.ଇ) bbox=[425, 2044, 739, 2070]
table-cell: ୧୦.୦୦ bbox=[160, 2098, 194, 2124]
ad-title1: ଓଡ଼ିଶା ସରକାର bbox=[1242, 1111, 1384, 1139]
table-row bbox=[10, 2124, 740, 2138]
table-cell: ଅଜୟ କୁମାର ସାହୁ (ଜେ.ଇ) bbox=[425, 1976, 739, 1990]
table-cell: ସମ୍ପତ୍ତି ନାଏକ bbox=[339, 2152, 425, 2166]
table-cell: ୪. bbox=[10, 2005, 42, 2019]
ad-sub2: ଅନୁଯାୟୀ ଗଠିତ ଏକ ସାମ୍ବିଧାନିକ ସଂସ୍ଥା) bbox=[1278, 903, 1416, 914]
table-cell: ଲୁହା bbox=[42, 1990, 100, 2004]
ad-ref: No.IDCO/WS & EC/D-0186/649 bbox=[758, 1279, 886, 1290]
table-cell: ୧୩.୦୬.୨୦୧୪ bbox=[100, 2138, 160, 2152]
ad-h3: ଗ୍ରାମ୍ୟ ନିର୍ମାଣ ବିଭାଗ, ଭୁବନେଶ୍ୱର bbox=[892, 1786, 1049, 1800]
table-cell: ମୋତିଲାଲ ବିଶ୍ୱାଳ bbox=[339, 2138, 425, 2152]
table-cell: Date and Time of Opening of Price Bid bbox=[1139, 2110, 1313, 2141]
ad-sign: Sd/- Secretary bbox=[1041, 1701, 1115, 1714]
story-body: ନୂଆଦିଲ୍ଲୀ,୨୯।୫(ସ୍ୱ.ପ୍ର.)-ପାରାଦୀପ ତୈଳ ବିଶୋଧନାଗାର ଚଳିତ ବର୍ଷ ଶେଷ ସୁଦ୍ଧା କାର୍ଯ୍ୟକ୍ଷମ ହେବ ବୋଲି ଭାରତୀୟ ତୈଳ ନିଗମର ଅଧକ୍ଷ ଆଜି ଏକ ସୂଚନାରେ ଉଲ୍ଲେଖ କରିଛନ୍ତି । ସେ କହିଛନ୍ତି ଯେ, ପାରାଦୀପ ତୈଳ ବିଶୋଧନାଗାରର ନିର୍ମାଣ କାର୍ଯ୍ୟ ୯୫ ପ୍ରତିଶତ ପୂରା ହୋଇସାରିଛି । ଏହି ପ୍ରକଳ୍ପ କାର୍ଯ୍ୟକ୍ଷମ କରିବାରେ ଆଉ ବିଳମ୍ବ ହେବନାହିଁ । ଆର୍ଥିକ ବର୍ଷ ୨୦୧୩-୧୪ରେ ଭାରତୀୟ ତୈଳ ନିଗମର ସମ୍ପୃକ୍ତ ଲାଭ ସମ୍ପର୍କରେ ସେ ସୂଚନା ଦେଇଛନ୍ତି । ଦେଶର ଅଗ୍ରଣୀ ତୈଳ ସଂସ୍ଥା ଭାବେ ନିଗମ ବିଭିନ୍ନ ପ୍ରକଳ୍ପରେ ନିବେଶ କରୁଛି ଏବଂ ଓଡ଼ିଶାର ଶିଳ୍ପାୟନ ପାଇଁ ପାରାଦୀପ ପ୍ରକଳ୍ପ ଗୁରୁତ୍ୱପୂର୍ଣ୍ଣ ବୋଲି ସେ ଦର୍ଶାଇଛନ୍ତି । bbox=[4, 217, 569, 309]
ad-order: By order of Commission bbox=[997, 1689, 1115, 1702]
ad-title1: ODISHA INDUSTRIAL INFRASTRUCTURE bbox=[864, 1218, 1092, 1230]
ad-addr2: ଭିକାଜୀ କାମାପ୍ଲେସ୍, ନୂଆଦିଲ୍ଲୀ-୧୧୦୦୬୬ bbox=[1271, 925, 1423, 936]
ad-body: In partial modification of this Office Tender Call Notice No.1249/OMC/ROG/2014-15, Dtd.20.05.2014 for supply of Mazdoors in different skills as defined under Minimum Wages Notification, Govt. of Odisha to Gandhamardan Mines published in The Dharitri and The Pragatibadi dated 23.05.2014, the last date for sale & submission of Tender Paper has been extended up to 12.00 Noon on 23.06.2014 & 24.06.2014 respectively and will be opened at 4.00 PM on the same day i.e. 24.06.2014. Further, the contractual period shall be w.e.f. 01.07.2014 to 31.03.2015 instead of 01.06.2014 to 31.03.2015. All other terms and conditions of the NIT will remain unchanged. For more details please visit our website www.orissamining.com. bbox=[386, 1564, 740, 1715]
ad-tender-call bbox=[1133, 1590, 1495, 2325]
ad-line3: Government of Odisha bbox=[138, 1505, 301, 1523]
ad-sign1: Regional Manager, bbox=[638, 1718, 740, 1731]
table-cell: On all working days starting from Dt. 29.05.2014 to dt. 19.6.2014 (upto 2.00 PM) bbox=[1312, 1990, 1489, 2034]
ad-sub1: (ଭାରତୀୟ ପ୍ରାଣୀଚିକିତ୍ସା ପରିଷଦ ଅଧିନିୟମ, ୧୯୮୪ bbox=[1257, 893, 1437, 904]
story-headline: ରାହୁଲଙ୍କୁ ଜୋକର କହି କଂଗ୍ରେସ ନେତା ନିଲମ୍ବିତ bbox=[610, 472, 1080, 542]
ad-sign1: Director, bbox=[1445, 2148, 1490, 2161]
table-cell: ଭାଗ୍ୟଧର ପଟେଲ bbox=[267, 1962, 339, 1976]
table-cell: Last Date & Time for Receipt of Tender (Technical Bid & Price Bid Separately) bbox=[1139, 2035, 1313, 2079]
ad-tel: Tel: 0674-2560166, 2560126, Mail:spmu.tripti@gmail.com bbox=[71, 1738, 302, 1749]
table-cell: ୧୦.୦୦ bbox=[160, 2152, 194, 2166]
ad-title2: DEVELOPMENT CORPORATION bbox=[889, 1230, 1067, 1243]
emblem-icon: ❂ bbox=[1138, 873, 1200, 935]
yellow-dot bbox=[1240, 2329, 1252, 2339]
table-cell: ମୋତିଲାଲ ବିଶ୍ୱାଳ bbox=[339, 2124, 425, 2138]
